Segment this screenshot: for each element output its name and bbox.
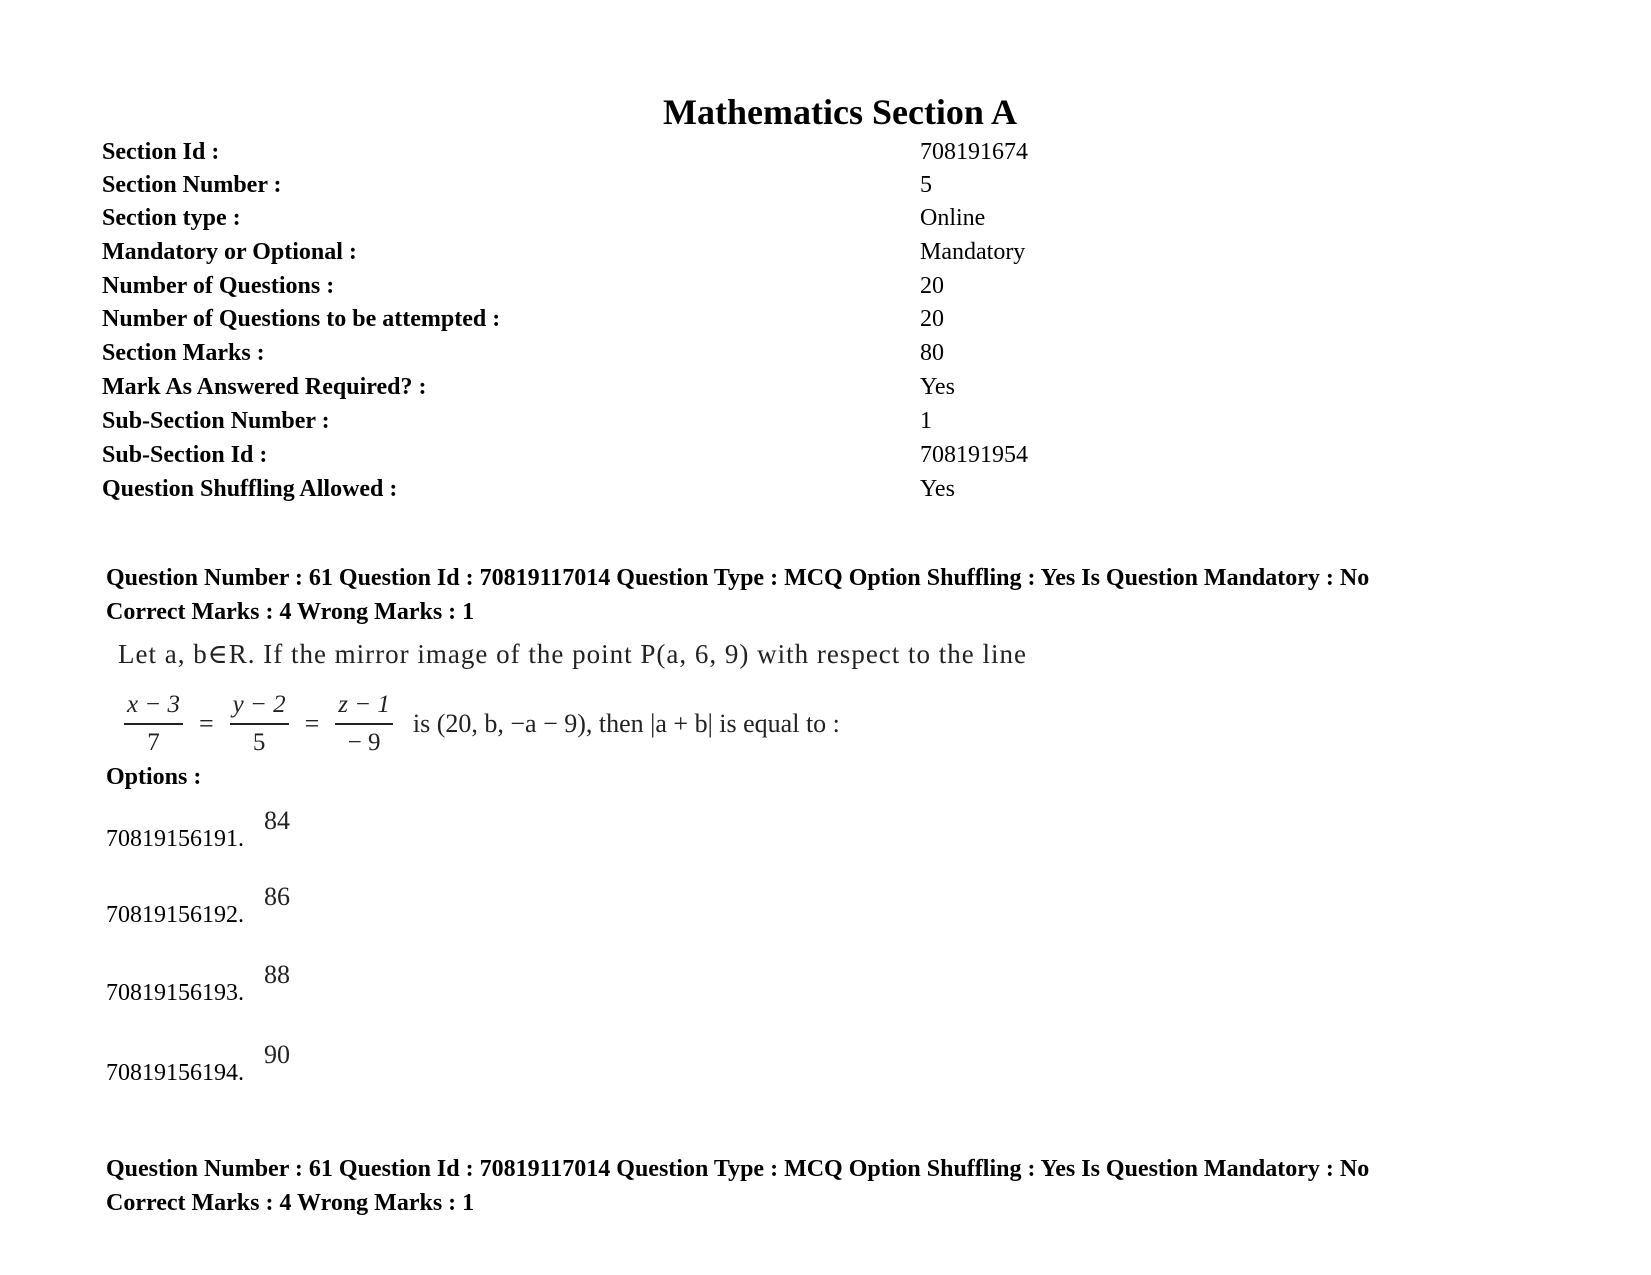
question-marks: Correct Marks : 4 Wrong Marks : 1 (106, 599, 475, 625)
info-value: 708191954 (920, 442, 1028, 468)
equals-sign: = (304, 709, 320, 738)
option-value: 84 (264, 806, 290, 835)
option-id: 70819156194. (106, 1060, 244, 1086)
info-row-section-type (102, 201, 1102, 235)
info-value: Yes (920, 374, 955, 400)
info-row-subsection-number (102, 404, 1102, 438)
info-row-questions-attempted (102, 302, 1102, 336)
info-label: Section Number : (102, 172, 282, 198)
info-value: 5 (920, 172, 932, 198)
info-row-subsection-id (102, 438, 1102, 472)
info-label: Mark As Answered Required? : (102, 374, 427, 400)
info-value: 20 (920, 273, 944, 299)
option-id: 70819156193. (106, 980, 244, 1006)
option-id: 70819156191. (106, 826, 244, 852)
fraction-y (230, 689, 289, 759)
fraction-denominator: 5 (252, 729, 266, 756)
info-label: Section type : (102, 205, 241, 231)
option-value: 88 (264, 960, 290, 989)
info-label: Number of Questions : (102, 273, 335, 299)
info-label: Sub-Section Number : (102, 408, 330, 434)
info-row-mark-as-answered (102, 370, 1102, 404)
info-label: Section Marks : (102, 340, 265, 366)
info-label: Mandatory or Optional : (102, 239, 357, 265)
fraction-denominator: − 9 (347, 729, 381, 756)
question-meta: Question Number : 61 Question Id : 70819117014 Question Type : MCQ Option Shuffling : Yes Is Question Mandatory : No (106, 1156, 1370, 1182)
option-item (106, 882, 706, 930)
question-meta: Question Number : 61 Question Id : 70819117014 Question Type : MCQ Option Shuffling : Yes Is Question Mandatory : No (106, 565, 1370, 591)
info-row-section-id (102, 135, 1102, 169)
info-value: Online (920, 205, 986, 231)
info-value: 1 (920, 408, 932, 434)
question-header-2 (106, 1152, 1586, 1220)
question-header (106, 561, 1586, 629)
option-value: 86 (264, 882, 290, 911)
option-value: 90 (264, 1040, 290, 1069)
info-row-section-marks (102, 336, 1102, 370)
info-label: Number of Questions to be attempted : (102, 306, 501, 332)
info-value: 20 (920, 306, 944, 332)
question-equation (118, 686, 840, 762)
info-row-num-questions (102, 269, 1102, 303)
fraction-numerator: z − 1 (335, 689, 393, 725)
info-value: Yes (920, 476, 955, 502)
fraction-denominator: 7 (147, 729, 160, 756)
question-text (118, 632, 1218, 756)
info-label: Question Shuffling Allowed : (102, 476, 398, 502)
info-label: Section Id : (102, 139, 220, 165)
fraction-numerator: x − 3 (124, 689, 183, 725)
info-row-mandatory (102, 235, 1102, 269)
options-label: Options : (106, 764, 202, 790)
option-item (106, 806, 706, 854)
fraction-z (335, 689, 393, 759)
info-row-question-shuffling (102, 472, 1102, 506)
option-id: 70819156192. (106, 902, 244, 928)
question-marks: Correct Marks : 4 Wrong Marks : 1 (106, 1190, 475, 1216)
fraction-x (124, 689, 183, 759)
question-text-tail: is (20, b, −a − 9), then |a + b| is equal to : (412, 709, 840, 738)
info-label: Sub-Section Id : (102, 442, 268, 468)
option-item (106, 960, 706, 1008)
info-value: Mandatory (920, 239, 1026, 265)
section-title: Mathematics Section A (663, 92, 1017, 132)
option-item (106, 1040, 706, 1088)
info-value: 80 (920, 340, 944, 366)
fraction-numerator: y − 2 (230, 689, 289, 725)
info-row-section-number (102, 168, 1102, 202)
equals-sign: = (198, 709, 214, 738)
question-text-line1: Let a, b∈R. If the mirror image of the point P(a, 6, 9) with respect to the line (118, 639, 1028, 669)
info-value: 708191674 (920, 139, 1028, 165)
